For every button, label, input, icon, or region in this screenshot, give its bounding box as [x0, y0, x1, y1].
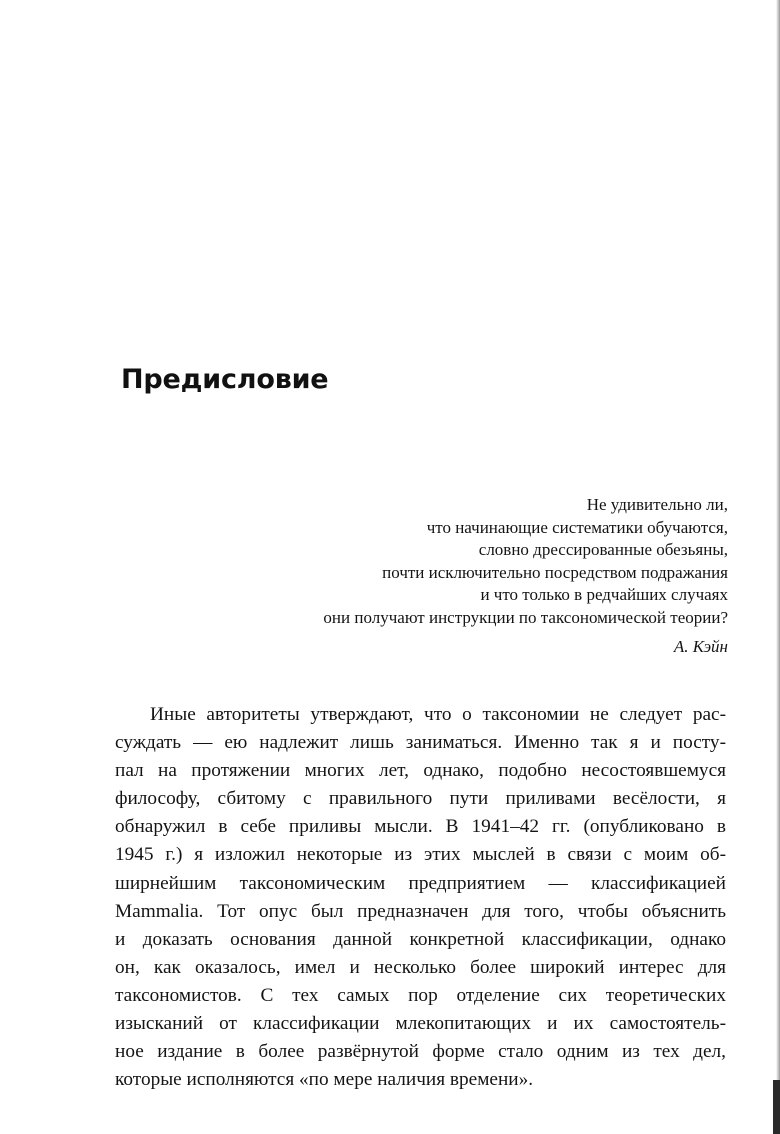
paragraph-line: Иные авторитеты утверждают, что о таксономии не следует рас- [150, 704, 726, 725]
paragraph-line: и доказать основания данной конкретной классификации, однако [115, 928, 726, 950]
paragraph-line: ное издание в более развёрнутой форме стало одним из тех дел, [115, 1041, 726, 1063]
paragraph-line: таксономистов. С тех самых пор отделение сих теоретических [115, 984, 726, 1006]
page-edge-corner [773, 1080, 780, 1134]
paragraph-line: обнаружил в себе приливы мысли. В 1941–42 гг. (опубликовано в [115, 816, 726, 838]
paragraph-line: которые исполняются «по мере наличия времени». [115, 1069, 534, 1091]
paragraph-line: изысканий от классификации млекопитающих и их самостоятель- [115, 1013, 726, 1035]
epigraph-line: они получают инструкции по таксономической теории? [323, 607, 728, 627]
epigraph-line: почти исключительно посредством подражания [382, 562, 728, 582]
epigraph-author: А. Кэйн [673, 636, 728, 656]
paragraph-line: ширнейшим таксономическим предприятием — классификацией [115, 872, 726, 894]
page-edge-shadow [776, 0, 780, 1134]
body-paragraph [115, 701, 726, 1094]
epigraph-line: Не удивительно ли, [586, 495, 728, 514]
paragraph-line: пал на протяжении многих лет, однако, подобно несостоявшемуся [115, 760, 726, 782]
chapter-title: Предисловие [121, 364, 329, 395]
epigraph-line: словно дрессированные обезьяны, [478, 540, 728, 560]
paragraph-line: Mammalia. Тот опус был предназначен для того, чтобы объяснить [115, 900, 726, 922]
epigraph [208, 494, 728, 658]
paragraph-line: он, как оказалось, имел и несколько более широкий интерес для [115, 956, 726, 978]
paragraph-line: 1945 г.) я изложил некоторые из этих мыслей в связи с моим об- [115, 844, 726, 866]
epigraph-line: что начинающие систематики обучаются, [426, 517, 728, 537]
epigraph-line: и что только в редчайших случаях [480, 585, 728, 605]
paragraph-line: суждать — ею надлежит лишь заниматься. Именно так я и посту- [115, 732, 726, 754]
paragraph-line: философу, сбитому с правильного пути приливами весёлости, я [115, 788, 726, 810]
